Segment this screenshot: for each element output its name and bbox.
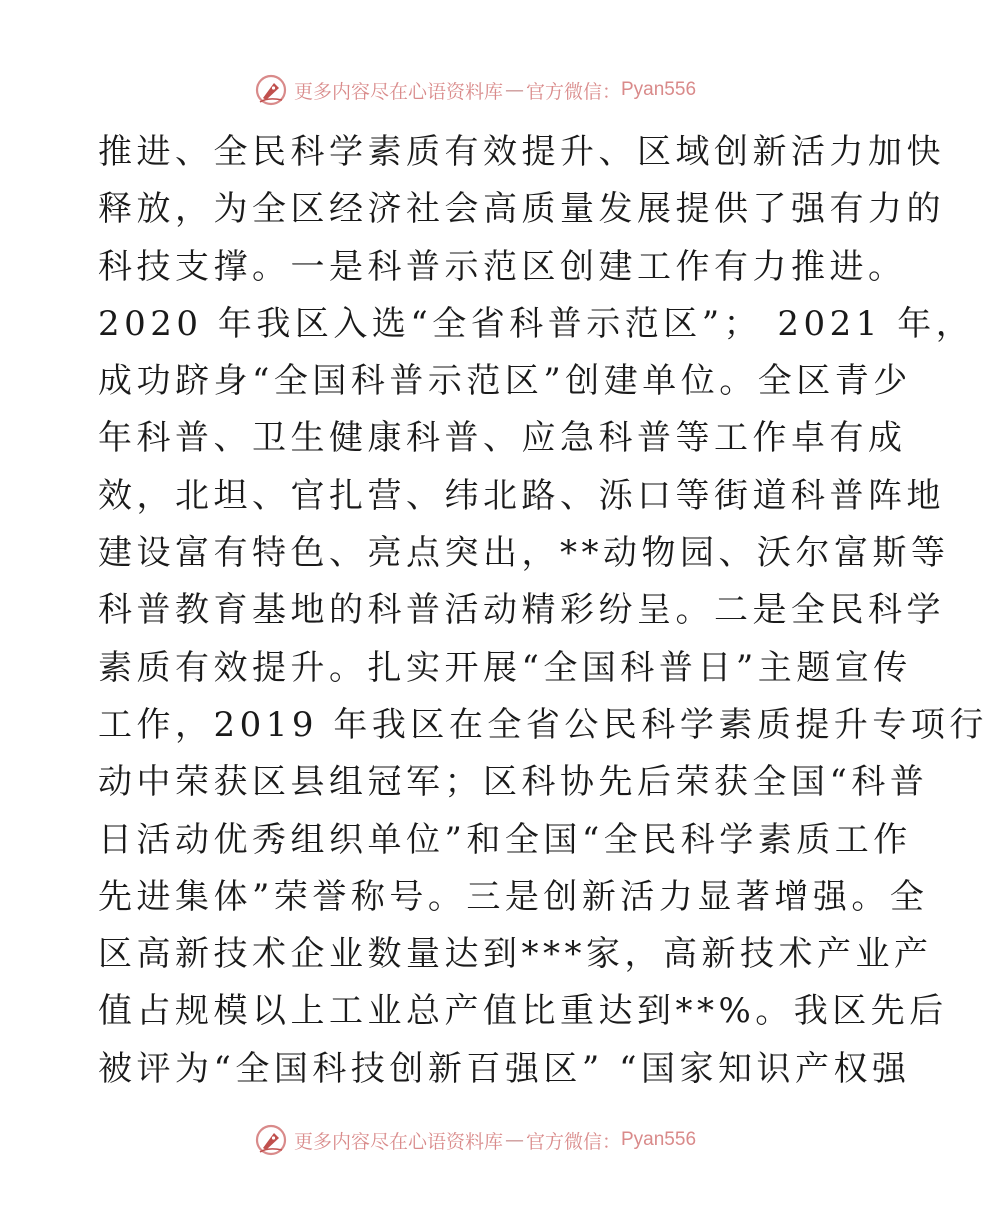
text-line: 素质有效提升。扎实开展“全国科普日”主题宣传 xyxy=(98,647,912,688)
watermark-contact: 官方微信： xyxy=(525,1130,621,1153)
text-line: 年科普、卫生健康科普、应急科普等工作卓有成 xyxy=(98,418,907,459)
header-watermark xyxy=(0,70,950,110)
text-line: 建设富有特色、亮点突出，**动物园、沃尔富斯等 xyxy=(98,533,950,574)
text-line: 2020 年我区入选“全省科普示范区”； 2021 年， xyxy=(98,303,975,344)
watermark-separator: — xyxy=(504,1129,524,1151)
footer-watermark xyxy=(0,1120,950,1160)
text-line: 释放，为全区经济社会高质量发展提供了强有力的 xyxy=(98,189,945,230)
watermark-contact: 官方微信： xyxy=(525,80,621,103)
watermark-handle: Pyan556 xyxy=(621,1129,697,1150)
pen-nib-circle-icon xyxy=(254,73,288,107)
text-line: 推进、全民科学素质有效提升、区域创新活力加快 xyxy=(98,132,945,172)
text-line: 值占规模以上工业总产值比重达到**%。我区先后 xyxy=(98,991,948,1032)
pen-nib-circle-icon xyxy=(254,1123,288,1157)
watermark-text: 更多内容尽在心语资料库 xyxy=(293,80,503,103)
text-line: 区高新技术企业数量达到***家，高新技术产业产 xyxy=(98,934,933,975)
document-body xyxy=(98,124,988,1098)
text-line: 先进集体”荣誉称号。三是创新活力显著增强。全 xyxy=(98,876,929,917)
text-line: 科技支撑。一是科普示范区创建工作有力推进。 xyxy=(98,246,907,287)
watermark-text: 更多内容尽在心语资料库 xyxy=(293,1130,503,1153)
text-line: 科普教育基地的科普活动精彩纷呈。二是全民科学 xyxy=(98,590,945,631)
text-line: 效，北坦、官扎营、纬北路、泺口等街道科普阵地 xyxy=(98,475,945,516)
text-line: 日活动优秀组织单位”和全国“全民科学素质工作 xyxy=(98,819,912,860)
text-line: 动中荣获区县组冠军；区科协先后荣获全国“科普 xyxy=(98,762,929,803)
text-line: 被评为“全国科技创新百强区” “国家知识产权强 xyxy=(98,1048,911,1089)
watermark-separator: — xyxy=(504,79,524,101)
text-line: 工作，2019 年我区在全省公民科学素质提升专项行 xyxy=(98,704,988,745)
watermark-handle: Pyan556 xyxy=(621,79,697,100)
text-line: 成功跻身“全国科普示范区”创建单位。全区青少 xyxy=(98,361,912,402)
